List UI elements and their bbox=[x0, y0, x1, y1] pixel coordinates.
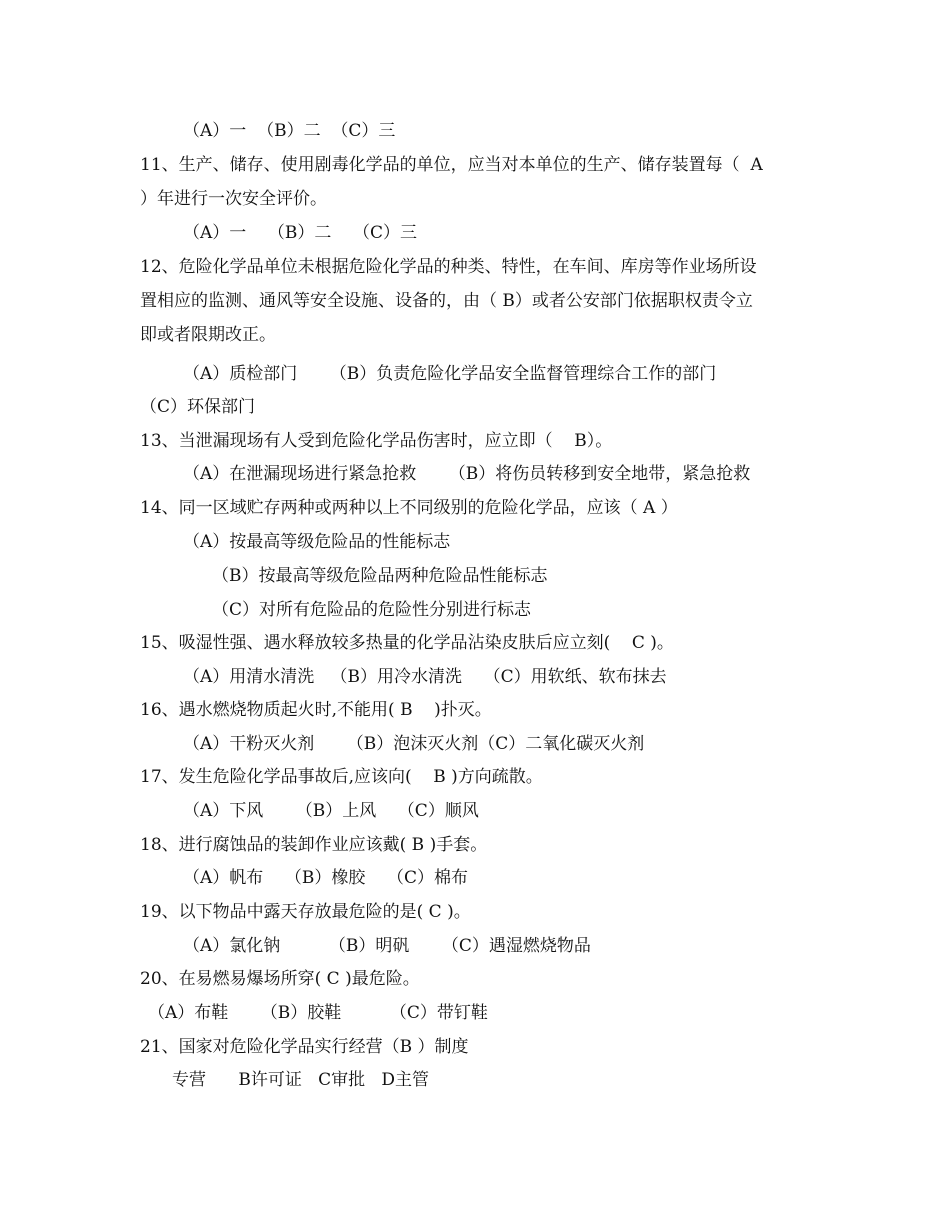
text-line: （A）下风 （B）上风 （C）顺风 bbox=[183, 801, 479, 821]
text-line: ）年进行一次安全评价。 bbox=[140, 189, 327, 209]
text-line: （A）帆布 （B）橡胶 （C）棉布 bbox=[183, 868, 469, 888]
text-line: （A）质检部门 （B）负责危险化学品安全监督管理综合工作的部门 bbox=[183, 364, 717, 384]
text-line: （A）布鞋 （B）胶鞋 （C）带钉鞋 bbox=[148, 1003, 488, 1023]
text-line: （A）一 （B）二 （C）三 bbox=[183, 223, 418, 243]
text-line: （A）氯化钠 （B）明矾 （C）遇湿燃烧物品 bbox=[183, 936, 591, 956]
text-line: 11、生产、储存、使用剧毒化学品的单位，应当对本单位的生产、储存装置每（ A bbox=[140, 155, 763, 175]
text-line: 16、遇水燃烧物质起火时,不能用( B )扑灭。 bbox=[140, 700, 492, 720]
text-line: 18、进行腐蚀品的装卸作业应该戴( B )手套。 bbox=[140, 835, 488, 855]
text-line: 12、危险化学品单位未根据危险化学品的种类、特性，在车间、库房等作业场所设 bbox=[140, 257, 757, 277]
text-line: （C）对所有危险品的危险性分别进行标志 bbox=[212, 600, 532, 620]
text-line: 17、发生危险化学品事故后,应该向( B )方向疏散。 bbox=[140, 767, 543, 787]
text-line: 即或者限期改正。 bbox=[140, 325, 276, 345]
text-line: 21、国家对危险化学品实行经营（B ）制度 bbox=[140, 1037, 469, 1057]
text-line: （A）干粉灭火剂 （B）泡沫灭火剂（C）二氧化碳灭火剂 bbox=[183, 734, 645, 754]
text-line: 置相应的监测、通风等安全设施、设备的，由（ B）或者公安部门依据职权责令立 bbox=[140, 291, 753, 311]
text-line: 19、以下物品中露天存放最危险的是( C )。 bbox=[140, 902, 471, 922]
text-line: 13、当泄漏现场有人受到危险化学品伤害时，应立即（ B）。 bbox=[140, 431, 613, 451]
text-line: （A）在泄漏现场进行紧急抢救 （B）将伤员转移到安全地带，紧急抢救 bbox=[183, 464, 751, 484]
text-line: （B）按最高等级危险品两种危险品性能标志 bbox=[212, 566, 548, 586]
text-line: （A）用清水清洗 （B）用冷水清洗 （C）用软纸、软布抹去 bbox=[183, 667, 667, 687]
text-line: 15、吸湿性强、遇水释放较多热量的化学品沾染皮肤后应立刻( C )。 bbox=[140, 633, 674, 653]
text-line: （C）环保部门 bbox=[140, 397, 256, 417]
text-line: 专营 B许可证 C审批 D主管 bbox=[172, 1070, 429, 1090]
text-line: 20、在易燃易爆场所穿( C )最危险。 bbox=[140, 969, 420, 989]
text-line: 14、同一区域贮存两种或两种以上不同级别的危险化学品，应该（ A ） bbox=[140, 498, 678, 518]
text-line: （A）一 （B）二 （C）三 bbox=[183, 121, 396, 141]
text-line: （A）按最高等级危险品的性能标志 bbox=[183, 532, 451, 552]
